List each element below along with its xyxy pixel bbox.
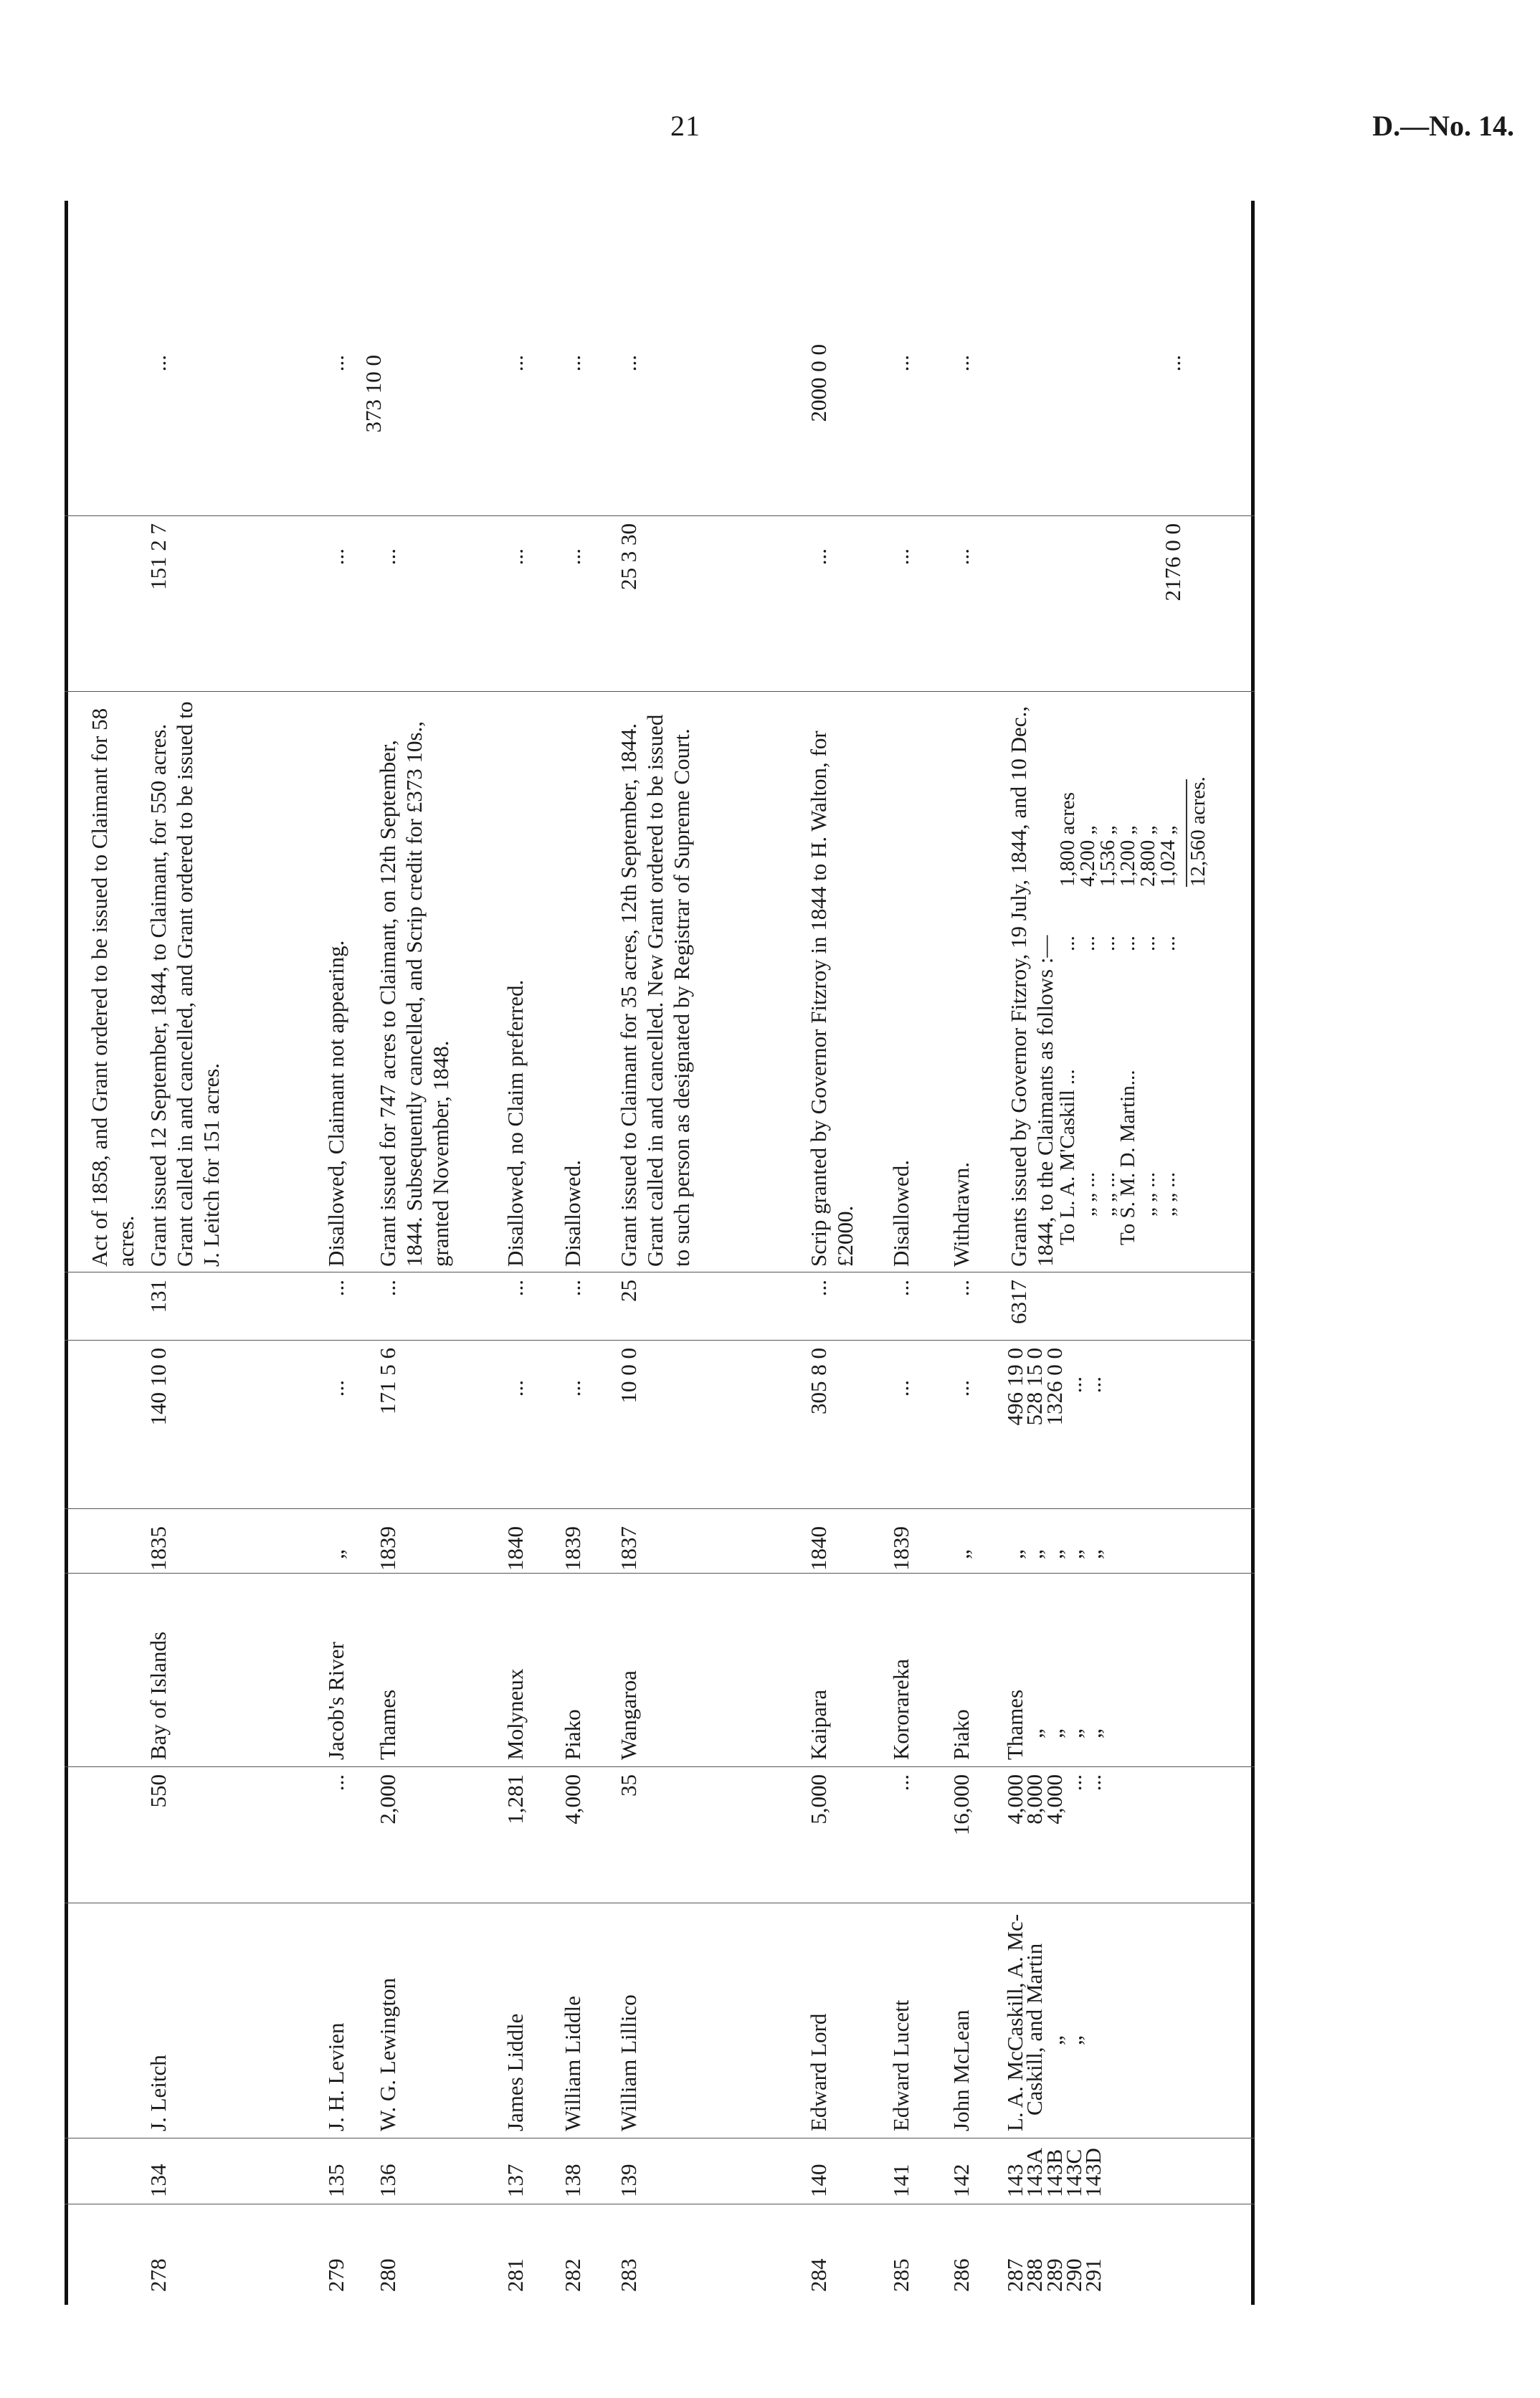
acres-granted: ...: [888, 1280, 913, 1297]
allotment-acres: 1,200 „: [1116, 825, 1140, 887]
column-divider: [65, 1573, 1255, 1574]
acres-granted: ...: [323, 1280, 348, 1297]
allotment-row: [1156, 699, 1180, 1267]
survey-acres: ...: [806, 548, 831, 566]
document-reference: D.—No. 14.: [1372, 110, 1514, 142]
claim-numbers: [1002, 2148, 1106, 2197]
survey-acres: ...: [560, 548, 585, 566]
claim-number: 141: [888, 2164, 913, 2197]
acres-claimed: ...: [888, 1774, 913, 1792]
remarks: Disallowed.: [560, 1160, 585, 1267]
entry-number: 282: [560, 2258, 585, 2292]
year: 1835: [146, 1526, 171, 1571]
entry-number: 284: [806, 2258, 831, 2292]
allotment-acres: 2,800 „: [1136, 825, 1160, 887]
place: Piako: [560, 1709, 585, 1760]
amount-paid: ...: [888, 1380, 913, 1397]
acres-claimed: 4,000: [560, 1774, 585, 1824]
claim-number: 143A: [1022, 2148, 1047, 2197]
remarks: Scrip granted by Governor Fitzroy in 1844 to H. Walton, for £2000.: [806, 731, 858, 1267]
scrip-amount: 373 10 0: [361, 355, 386, 433]
column-divider: [65, 1340, 1255, 1341]
year: „: [949, 1549, 974, 1559]
year: 1839: [560, 1526, 585, 1571]
allotment-row: [1058, 699, 1078, 1267]
place: Molyneux: [503, 1668, 528, 1760]
place: Kororareka: [888, 1658, 913, 1760]
allotment-acres: 1,024 „: [1156, 825, 1180, 887]
allotment-recipient: „ „ ...: [1096, 1172, 1120, 1217]
entry-number: 285: [888, 2258, 913, 2292]
allotment-row: [1078, 699, 1098, 1267]
amount-paid: 140 10 0: [146, 1348, 171, 1426]
acres-claimed: 4,000: [1041, 1774, 1067, 1824]
years: [1002, 1549, 1106, 1559]
remarks: Withdrawn.: [949, 1162, 974, 1267]
claim-number: 137: [503, 2164, 528, 2197]
place: Bay of Islands: [146, 1631, 171, 1760]
amount-paid: ...: [1060, 1376, 1086, 1394]
claim-number: 143D: [1080, 2148, 1106, 2197]
allotment-recipient: „ „ ...: [1156, 1172, 1180, 1217]
acres-claimed: 2,000: [375, 1774, 400, 1824]
claimant-name: J. H. Levien: [323, 2022, 348, 2131]
allotment-acres: 1,536 „: [1096, 825, 1120, 887]
place: Piako: [949, 1709, 974, 1760]
ditto-mark: „: [1060, 2035, 1086, 2045]
survey-acres: ...: [503, 548, 528, 566]
remarks: Disallowed, no Claim preferred.: [503, 979, 528, 1267]
remarks: Grant issued for 747 acres to Claimant, on 12th September, 1844. Subsequently cancelled, and Scrip credit for £373 10s., granted November, 1848.: [375, 720, 454, 1267]
year: 1840: [806, 1526, 831, 1571]
acres-granted: 25: [616, 1280, 641, 1302]
claimant-name: Edward Lord: [806, 2013, 831, 2131]
scrip-amount: ...: [503, 355, 528, 372]
allotment-total: 12,560 acres.: [1187, 776, 1210, 887]
amounts-paid: [1002, 1348, 1106, 1509]
amount-paid: ...: [949, 1380, 974, 1397]
acres-granted: ...: [949, 1280, 974, 1297]
acres-claimed: 35: [616, 1774, 641, 1797]
year: „: [1060, 1549, 1086, 1559]
remarks: Disallowed.: [888, 1160, 913, 1267]
claim-number: 143: [1002, 2164, 1027, 2197]
acres-granted: 6317: [1006, 1280, 1031, 1324]
acres-claimed: 1,281: [503, 1774, 528, 1824]
place: Thames: [375, 1689, 400, 1760]
claimant-name: Caskill, and Martin: [1022, 1943, 1047, 2116]
ditto-mark: „: [1080, 1728, 1106, 1738]
scrip-amount: ...: [1160, 355, 1185, 372]
scrip-amount: ...: [616, 355, 641, 372]
year: „: [1022, 1549, 1047, 1559]
claimant-name: J. Leitch: [146, 2055, 171, 2131]
entry-number: 290: [1060, 2258, 1086, 2292]
entry-number: 283: [616, 2258, 641, 2292]
scrip-amount: ...: [888, 355, 913, 372]
allotment-total-row: [1189, 699, 1215, 1267]
survey-acres: ...: [949, 548, 974, 566]
amount-paid: ...: [560, 1380, 585, 1397]
year: 1840: [503, 1526, 528, 1571]
claim-number: 136: [375, 2164, 400, 2197]
entry-numbers: [1002, 2258, 1106, 2293]
allotment-leader: ...: [1076, 936, 1100, 951]
entry-number: 287: [1002, 2258, 1027, 2292]
claim-number: 134: [146, 2164, 171, 2197]
allotment-recipient: To L. A. M'Caskill ...: [1056, 1069, 1080, 1245]
place: Kaipara: [806, 1689, 831, 1760]
amount-paid: 528 15 0: [1022, 1348, 1047, 1426]
claimant-name: William Lillico: [616, 1994, 641, 2131]
acres-granted: ...: [503, 1280, 528, 1297]
entry-number: 286: [949, 2258, 974, 2292]
ditto-mark: „: [1060, 1728, 1086, 1738]
allotment-row: [1136, 699, 1160, 1267]
survey-acres: ...: [323, 548, 348, 566]
entry-number: 280: [375, 2258, 400, 2292]
entry-number: 291: [1080, 2258, 1106, 2292]
amount-paid: 10 0 0: [616, 1348, 641, 1404]
entry-number: 279: [323, 2258, 348, 2292]
allotment-recipient: „ „ ...: [1136, 1172, 1160, 1217]
grant-remarks-intro: Grants issued by Governor Fitzroy, 19 July, 1844, and 10 Dec., 1844, to the Claimants as follows :—: [1006, 705, 1058, 1267]
scrip-amount: ...: [560, 355, 585, 372]
allotment-acres: 1,800 acres: [1056, 791, 1080, 887]
ditto-mark: „: [1022, 1728, 1047, 1738]
page-number: 21: [670, 110, 700, 142]
acres-claimed: ...: [1080, 1774, 1106, 1792]
claimant-names: [1002, 1913, 1086, 2131]
column-divider: [65, 691, 1255, 692]
table-rule-left: [65, 201, 68, 2305]
allotment-leader: ...: [1096, 936, 1120, 951]
entry-number: 281: [503, 2258, 528, 2292]
acres-granted: ...: [560, 1280, 585, 1297]
grant-remarks: [1005, 699, 1215, 1267]
acres-claimed: ...: [1060, 1774, 1086, 1792]
acres-granted: ...: [375, 1280, 400, 1297]
amount-paid: 171 5 6: [375, 1348, 400, 1414]
scrip-amount: 2000 0 0: [806, 344, 831, 422]
survey-acres: 25 3 30: [616, 523, 641, 590]
column-divider: [65, 515, 1255, 516]
rotated-land-claims-table: [65, 201, 1255, 2305]
allotment-recipient: To S. M. D. Martin...: [1116, 1070, 1140, 1245]
allotment-list: [1058, 699, 1215, 1267]
survey-acres: ...: [375, 548, 400, 566]
allotment-row: [1118, 699, 1139, 1267]
year: 1837: [616, 1526, 641, 1571]
allotment-leader: ...: [1116, 936, 1140, 951]
year: „: [323, 1549, 348, 1559]
amount-paid: ...: [323, 1380, 348, 1397]
ditto-mark: „: [1041, 2035, 1067, 2045]
remarks: Grant issued 12 September, 1844, to Claimant, for 550 acres. Grant called in and cancelled, and Grant ordered to be issued to J. Leitch for 151 acres.: [146, 701, 224, 1267]
claimant-name: John McLean: [949, 2009, 974, 2131]
allotment-recipient: „ „ ...: [1076, 1172, 1100, 1217]
claim-number: 142: [949, 2164, 974, 2197]
entry-number: 278: [146, 2258, 171, 2292]
amount-paid: 1326 0 0: [1041, 1348, 1067, 1426]
year: „: [1080, 1549, 1106, 1559]
claim-number: 140: [806, 2164, 831, 2197]
acres-granted: ...: [806, 1280, 831, 1297]
claimant-name: L. A. McCaskill, A. Mc-: [1002, 1913, 1027, 2131]
remarks: Disallowed, Claimant not appearing.: [323, 940, 348, 1267]
places: [1002, 1689, 1106, 1760]
entry-number: 288: [1022, 2258, 1047, 2292]
place: Wangaroa: [616, 1670, 641, 1760]
allotment-row: [1098, 699, 1118, 1267]
column-divider: [65, 1766, 1255, 1767]
survey-acres: 151 2 7: [146, 523, 171, 590]
year: „: [1041, 1549, 1067, 1559]
allotment-acres: 4,200 „: [1076, 825, 1100, 887]
claim-number: 143C: [1060, 2149, 1086, 2197]
claimant-name: W. G. Lewington: [375, 1977, 400, 2131]
acres-claimed-list: [1002, 1774, 1106, 1903]
survey-total: 2176 0 0: [1160, 523, 1185, 601]
year: 1839: [888, 1526, 913, 1571]
claim-number: 135: [323, 2164, 348, 2197]
allotment-leader: ...: [1136, 936, 1160, 951]
acres-claimed: 550: [146, 1774, 171, 1808]
acres-granted: 131: [146, 1280, 171, 1313]
place: Jacob's River: [323, 1642, 348, 1760]
acres-claimed: 16,000: [949, 1774, 974, 1836]
scrip-amount: ...: [146, 355, 171, 372]
claim-number: 139: [616, 2164, 641, 2197]
ditto-mark: „: [1041, 1728, 1067, 1738]
amount-paid: ...: [1080, 1376, 1106, 1394]
scrip-amount: ...: [323, 355, 348, 372]
allotment-leader: ...: [1056, 936, 1080, 951]
claim-number: 143B: [1041, 2149, 1067, 2197]
remarks: Grant issued to Claimant for 35 acres, 12th September, 1844. Grant called in and cancelled. New Grant ordered to be issued to such person as designated by Registrar of Supreme Court.: [616, 714, 695, 1267]
claim-number: 138: [560, 2164, 585, 2197]
claimant-name: James Liddle: [503, 2013, 528, 2131]
table-rule-right: [1251, 201, 1255, 2305]
claimant-name: William Liddle: [560, 1995, 585, 2131]
acres-claimed: ...: [323, 1774, 348, 1792]
continuation-remarks: Act of 1858, and Grant ordered to be issued to Claimant for 58 acres.: [87, 708, 139, 1267]
acres-claimed: 5,000: [806, 1774, 831, 1824]
acres-claimed: 8,000: [1022, 1774, 1047, 1824]
amount-paid: 305 8 0: [806, 1348, 831, 1414]
acres-claimed: 4,000: [1002, 1774, 1027, 1824]
allotment-leader: ...: [1156, 936, 1180, 951]
amount-paid: ...: [503, 1380, 528, 1397]
year: 1839: [375, 1526, 400, 1571]
year: „: [1002, 1549, 1027, 1559]
survey-acres: ...: [888, 548, 913, 566]
place: Thames: [1002, 1689, 1027, 1760]
claimant-name: Edward Lucett: [888, 1999, 913, 2131]
amount-paid: 496 19 0: [1002, 1348, 1027, 1426]
scrip-amount: ...: [949, 355, 974, 372]
entry-number: 289: [1041, 2258, 1067, 2292]
